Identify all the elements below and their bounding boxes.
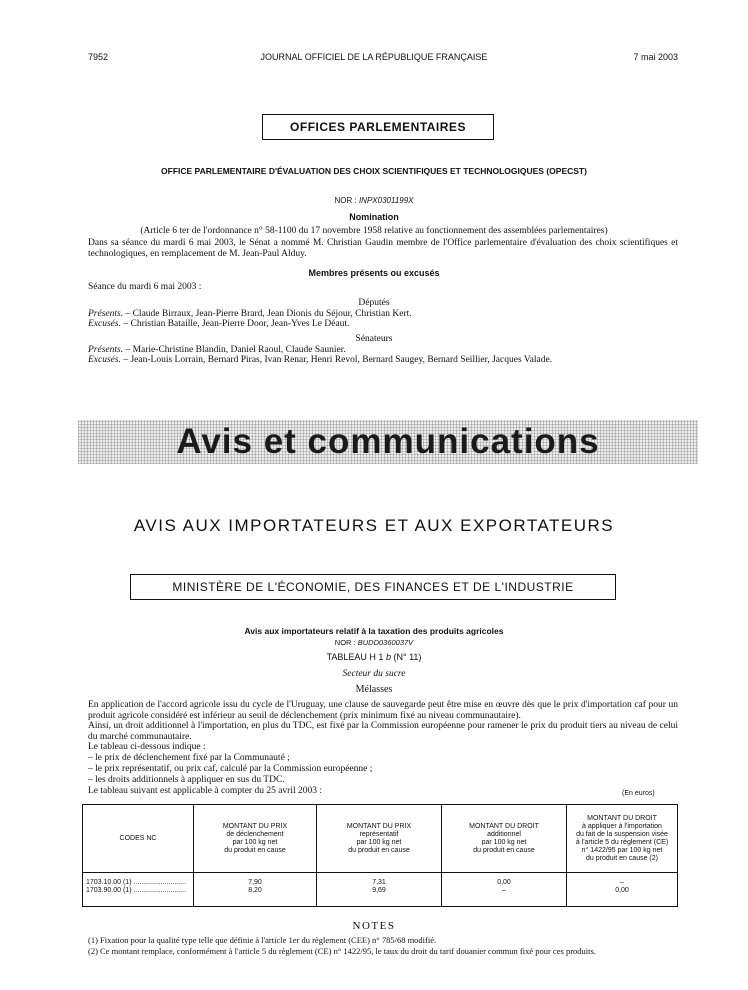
header-prix-representatif: MONTANT DU PRIX représentatif par 100 kg net du produit en cause [317, 805, 442, 873]
cell-representatif: 9,69 [372, 887, 386, 894]
excuses-names: – Jean-Louis Lorrain, Bernard Piras, Ivan Renar, Henri Revol, Bernard Saugey, Bernard Seillier, Jacques Valade. [123, 355, 553, 365]
melasses-title: Mélasses [355, 684, 393, 695]
journal-title: JOURNAL OFFICIEL DE LA RÉPUBLIQUE FRANÇAISE [260, 52, 488, 62]
section-banner [78, 420, 698, 464]
senateurs-title: Sénateurs [355, 334, 393, 344]
bullet-2: – le prix représentatif, ou prix caf, calculé par la Commission européenne ; [88, 764, 373, 774]
presents-names: – Claude Birraux, Jean-Pierre Brard, Jean Dionis du Séjour, Christian Kert. [125, 309, 412, 319]
opecst-subtitle: OFFICE PARLEMENTAIRE D'ÉVALUATION DES CHOIX SCIENTIFIQUES ET TECHNOLOGIQUES (OPECST) [161, 166, 587, 176]
presents-label: Présents. [88, 309, 124, 319]
header-prix-declenchement: MONTANT DU PRIX de déclenchement par 100 kg net du produit en cause [194, 805, 317, 873]
note-2: (2) Ce montant remplace, conformément à l'article 5 du règlement (CE) n° 1422/95, le taux du droit du tarif douanier commun fixé pour ces produits. [88, 946, 596, 956]
avis-paragraph-3: Le tableau ci-dessous indique : [88, 742, 206, 752]
nor-code: INPX0301199X [358, 196, 414, 205]
bullet-1: – le prix de déclenchement fixé par la Communauté ; [88, 753, 290, 763]
notice-title: Avis aux importateurs relatif à la taxation des produits agricoles [244, 626, 504, 636]
avis-paragraph-2: Ainsi, un droit additionnel à l'importation, en plus du TDC, est fixé par la Commission européenne pour ramener le prix du produit tiers au niveau de celui du marché communautaire. [88, 721, 678, 742]
members-title: Membres présents ou excusés [308, 268, 440, 278]
header-droit-suspension: MONTANT DU DROIT à appliquer à l'importation du fait de la suspension visée à l'article 5 du règlement (CE) n° 1422/95 par 100 kg net du produit en cause (2) [567, 805, 678, 873]
issue-date: 7 mai 2003 [633, 52, 678, 62]
tableau-suffix: (N° 11) [393, 652, 422, 662]
nor-code: BUDD0360037V [357, 638, 414, 647]
nor-label: NOR : [334, 196, 357, 205]
table-data-row [83, 873, 678, 907]
cell-additionnel: – [502, 887, 506, 894]
offices-box-title: OFFICES PARLEMENTAIRES [262, 114, 494, 140]
ministry-box: MINISTÈRE DE L'ÉCONOMIE, DES FINANCES ET DE L'INDUSTRIE [130, 574, 616, 600]
senateurs-presents [88, 345, 346, 356]
table-row-code: 1703.90.00 (1) ........................... [86, 887, 187, 894]
article-reference: (Article 6 ter de l'ordonnance n° 58-1100 du 17 novembre 1958 relative au fonctionnement des assemblées parlementaires) [140, 226, 608, 236]
avis-main-title: AVIS AUX IMPORTATEURS ET AUX EXPORTATEURS [133, 516, 615, 535]
tableau-letter: b [385, 652, 391, 662]
notes-title: NOTES [352, 920, 396, 932]
tableau-prefix: TABLEAU H 1 [326, 652, 384, 662]
presents-names: – Marie-Christine Blandin, Daniel Raoul, Claude Saunier. [125, 345, 346, 355]
presents-label: Présents. [88, 345, 124, 355]
deputes-presents [88, 309, 412, 320]
seance-line: Séance du mardi 6 mai 2003 : [88, 282, 202, 292]
header-codes-nc: CODES NC [83, 805, 194, 873]
nor-line [0, 196, 748, 205]
cell-declenchement: 7,90 [248, 879, 262, 886]
cell-suspension: 0,00 [615, 887, 629, 894]
unit-label: (En euros) [622, 790, 655, 797]
avis-paragraph-4: Le tableau suivant est applicable à compter du 25 avril 2003 : [88, 786, 322, 796]
tableau-title [0, 652, 748, 662]
excuses-label: Excusés. [88, 319, 121, 329]
banner-title: Avis et communications [176, 422, 600, 461]
page-number: 7952 [88, 52, 109, 62]
cell-additionnel: 0,00 [497, 879, 511, 886]
avis-paragraph-1: En application de l'accord agricole issu du cycle de l'Uruguay, une clause de sauvegarde peut être mise en œuvre dès que le prix d'importation caf pour un produit agricole considéré est inférieur au seuil de déclenchement (prix minimum fixé au niveau communautaire). [88, 700, 678, 721]
excuses-label: Excusés. [88, 355, 121, 365]
deputes-excuses [88, 319, 349, 330]
senateurs-excuses [88, 355, 552, 366]
nomination-title: Nomination [349, 212, 399, 222]
deputes-title: Députés [358, 298, 390, 308]
secteur-title: Secteur du sucre [342, 669, 406, 679]
bullet-3: – les droits additionnels à appliquer en sus du TDC. [88, 775, 285, 785]
header-droit-additionnel: MONTANT DU DROIT additionnel par 100 kg net du produit en cause [442, 805, 567, 873]
nomination-paragraph: Dans sa séance du mardi 6 mai 2003, le Sénat a nommé M. Christian Gaudin membre de l'Office parlementaire d'évaluation des choix scientifiques et technologiques, en remplacement de M. Jean-Paul Alduy. [88, 238, 678, 259]
avis-nor-line [0, 638, 748, 647]
cell-suspension: – [620, 879, 624, 886]
note-1: (1) Fixation pour la qualité type telle que définie à l'article 1er du règlement (CEE) n° 785/68 modifié. [88, 935, 437, 945]
nor-label: NOR : [334, 638, 356, 647]
cell-representatif: 7,31 [372, 879, 386, 886]
excuses-names: – Christian Bataille, Jean-Pierre Door, Jean-Yves Le Déaut. [123, 319, 350, 329]
cell-declenchement: 8,20 [248, 887, 262, 894]
table-header-row [83, 805, 678, 873]
table-row-code: 1703.10.00 (1) ........................... [86, 879, 187, 886]
tariff-table [82, 804, 678, 907]
